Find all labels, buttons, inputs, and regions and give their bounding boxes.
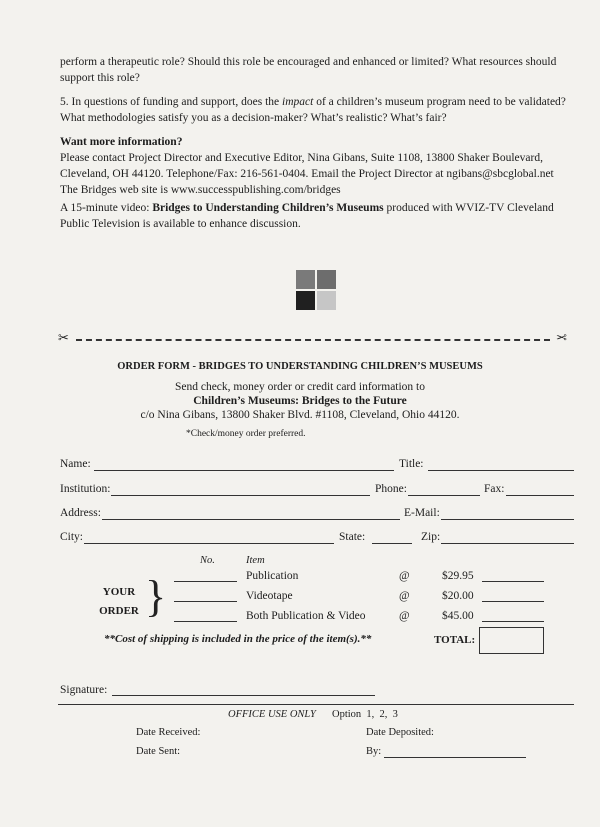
cut-line (76, 339, 550, 341)
total-box[interactable] (479, 627, 544, 654)
title-field[interactable] (428, 470, 574, 471)
brace-icon: } (145, 572, 167, 621)
office-divider (58, 704, 574, 705)
address-label: Address: (60, 507, 101, 519)
institution-label: Institution: (60, 483, 111, 495)
total-label: TOTAL: (434, 634, 476, 646)
address-field[interactable] (102, 519, 400, 520)
date-received-label: Date Received: (136, 727, 201, 738)
logo-square-bottom-left (296, 291, 315, 310)
shipping-note: **Cost of shipping is included in the price of the item(s).** (104, 633, 372, 645)
item-publication-price: $29.95 (442, 570, 474, 582)
logo-square-bottom-right (317, 291, 336, 310)
your-order-label: YOUR ORDER (99, 586, 139, 617)
video-note: A 15-minute video: Bridges to Understanding Children’s Museums produced with WVIZ-TV Cleveland Public Television is available to enhance discussion. (60, 202, 554, 230)
scissors-icon-left: ✂ (58, 330, 69, 345)
item-publication: Publication (246, 570, 299, 582)
title-label: Title: (399, 458, 424, 470)
by-field[interactable] (384, 757, 526, 758)
column-item-header: Item (246, 555, 265, 566)
fax-field[interactable] (506, 495, 574, 496)
scissors-icon-right: ✂ (556, 330, 567, 345)
signature-label: Signature: (60, 684, 108, 696)
bridges-logo (296, 270, 338, 312)
by-label: By: (366, 746, 382, 757)
date-deposited-label: Date Deposited: (366, 727, 434, 738)
payment-note: *Check/money order preferred. (186, 429, 306, 439)
office-use-label: OFFICE USE ONLY (228, 709, 316, 720)
name-field[interactable] (94, 470, 394, 471)
city-field[interactable] (84, 543, 334, 544)
item-publication-at: @ (399, 570, 410, 582)
item-both: Both Publication & Video (246, 610, 366, 622)
both-quantity-field[interactable] (174, 621, 237, 622)
phone-label: Phone: (375, 483, 407, 495)
publication-amount-field[interactable] (482, 581, 544, 582)
logo-square-top-left (296, 270, 315, 289)
videotape-quantity-field[interactable] (174, 601, 237, 602)
both-amount-field[interactable] (482, 621, 544, 622)
phone-field[interactable] (408, 495, 480, 496)
publication-quantity-field[interactable] (174, 581, 237, 582)
email-label: E-Mail: (404, 507, 440, 519)
logo-square-top-right (317, 270, 336, 289)
videotape-amount-field[interactable] (482, 601, 544, 602)
more-info-heading: Want more information? (60, 136, 183, 148)
order-form-title: ORDER FORM - BRIDGES TO UNDERSTANDING CHILDREN’S MUSEUMS (117, 361, 483, 372)
date-sent-label: Date Sent: (136, 746, 181, 757)
zip-label: Zip: (421, 531, 441, 543)
item-both-price: $45.00 (442, 610, 474, 622)
state-field[interactable] (372, 543, 412, 544)
email-field[interactable] (441, 519, 574, 520)
state-label: State: (339, 531, 366, 543)
more-info-section: Want more information? Please contact Project Director and Executive Editor, Nina Gibans, Suite 1108, 13800 Shaker Boulevard, Cleveland, OH 44120. Telephone/Fax: 216-561-0404. Email the Project Director at ngibans@sbcglobal.net The Bridges web site is www.successpublishing.com/bridges (60, 134, 580, 198)
office-options: Option 1, 2, 3 (332, 709, 398, 720)
question-4-continuation: perform a therapeutic role? Should this role be encouraged and enhanced or limited? What resources should support this role? (60, 56, 557, 84)
institution-field[interactable] (111, 495, 370, 496)
question-5: 5. In questions of funding and support, does the impact of a children’s museum program need to be validated? What methodologies satisfy you as a decision-maker? What’s realistic? What’s fair? (60, 96, 566, 124)
item-both-at: @ (399, 610, 410, 622)
city-label: City: (60, 531, 84, 543)
zip-field[interactable] (441, 543, 574, 544)
fax-label: Fax: (484, 483, 505, 495)
column-no-header: No. (200, 555, 215, 566)
name-label: Name: (60, 458, 91, 470)
item-videotape: Videotape (246, 590, 293, 602)
item-videotape-at: @ (399, 590, 410, 602)
order-form-instructions: Send check, money order or credit card information to Children’s Museums: Bridges to the Future c/o Nina Gibans, 13800 Shaker Blvd. #1108, Cleveland, Ohio 44120. (140, 381, 460, 421)
item-videotape-price: $20.00 (442, 590, 474, 602)
signature-field[interactable] (112, 695, 375, 696)
